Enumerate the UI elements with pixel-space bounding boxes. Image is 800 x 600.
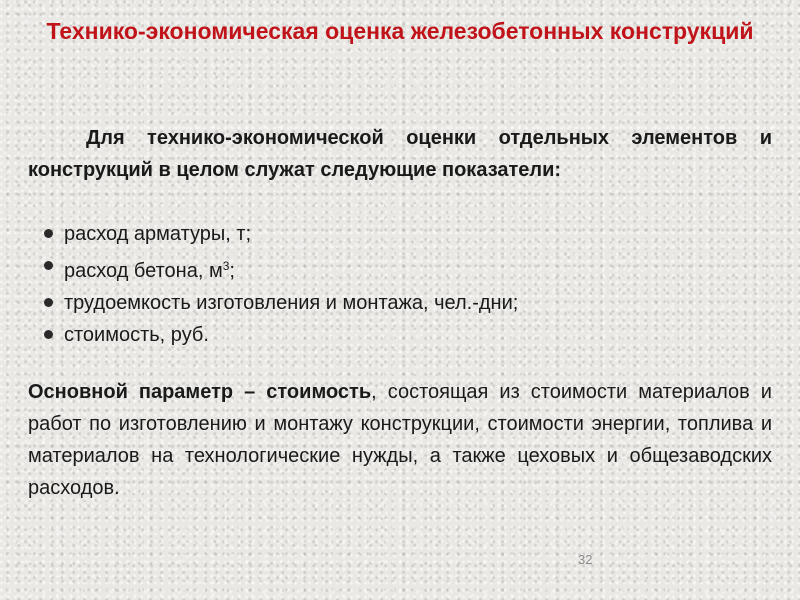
slide-title: Технико-экономическая оценка железобетонных конструкций [46, 18, 754, 44]
intro-paragraph: Для технико-экономической оценки отдельных элементов и конструкций в целом служат следующие показатели: [28, 127, 772, 181]
list-item-suffix: ; [229, 260, 235, 282]
superscript: 3 [222, 259, 230, 273]
main-paragraph [28, 376, 772, 504]
bullet-icon [44, 330, 53, 339]
main-paragraph-bold: Основной параметр – стоимость [28, 381, 372, 403]
indicator-list [28, 218, 772, 351]
list-item [28, 319, 772, 351]
list-item-text: расход арматуры, т; [64, 223, 252, 245]
bullet-icon [44, 298, 53, 307]
page-number: 32 [578, 552, 593, 567]
bullet-icon [44, 261, 53, 270]
bullet-icon [44, 229, 53, 238]
main-paragraph-rest: , состоящая из стоимости материалов и работ по изготовлению и монтажу конструкции, стоимости энергии, топлива и материалов на технологические нужды, а также цеховых и общезаводских расходов. [28, 381, 772, 499]
list-item-text: расход бетона, м [64, 260, 223, 282]
list-item [28, 250, 772, 287]
list-item-text: трудоемкость изготовления и монтажа, чел.-дни; [64, 292, 519, 314]
list-item [28, 287, 772, 319]
list-item [28, 218, 772, 250]
list-item-text: стоимость, руб. [64, 324, 209, 346]
